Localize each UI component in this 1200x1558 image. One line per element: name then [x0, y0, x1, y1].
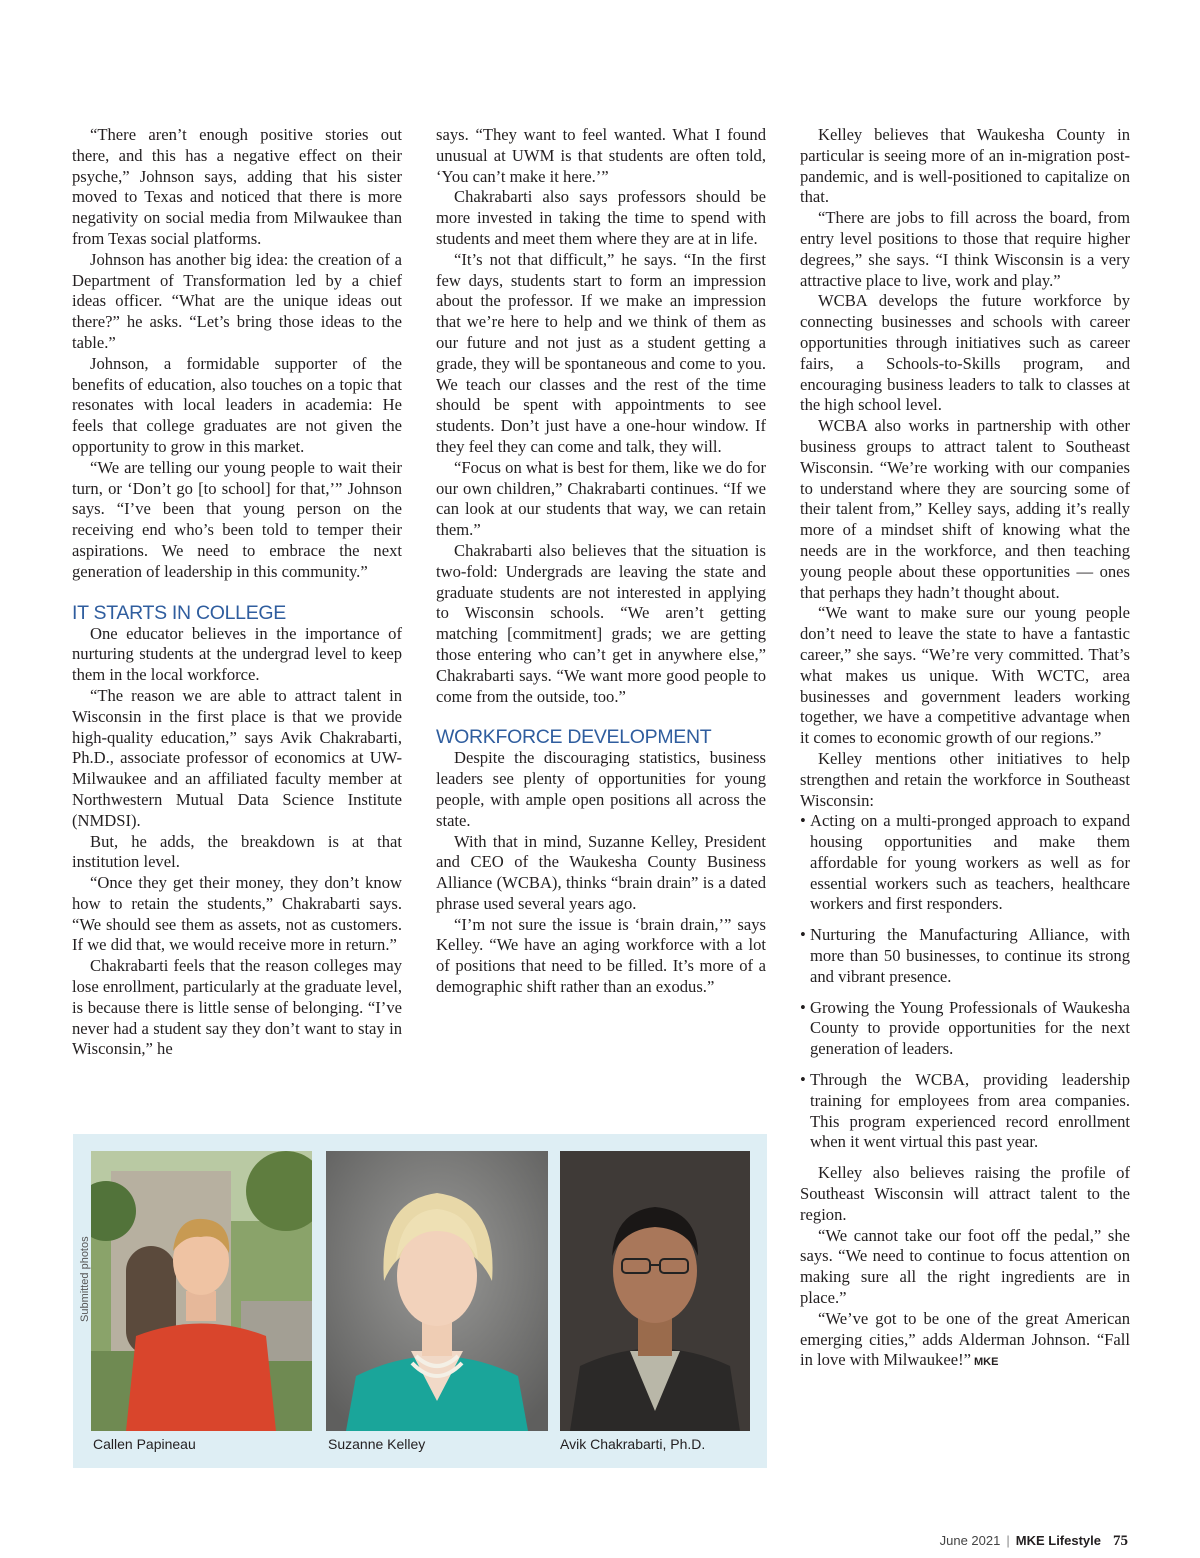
paragraph — [800, 1309, 1130, 1373]
portrait-image — [560, 1151, 750, 1431]
section-heading: IT STARTS IN COLLEGE — [72, 601, 286, 624]
initiatives-list — [800, 811, 1130, 1153]
section-heading: WORKFORCE DEVELOPMENT — [436, 726, 712, 749]
paragraph: “It’s not that difficult,” he says. “In the first few days, students start to form an impression about the professor. If we make an impression that we’re here to help and we think of them as our future and not just as a student getting a grade, they will be spontaneous and come to you. We teach our classes and the rest of the time should be spent with appointments to see students. Don’t just have a one-hour window. If they feel they can come and talk, they will. — [436, 249, 766, 456]
photo-avik-chakrabarti — [560, 1151, 750, 1431]
article-column-1 — [72, 125, 402, 1060]
photo-caption: Avik Chakrabarti, Ph.D. — [560, 1436, 706, 1452]
photo-caption: Suzanne Kelley — [328, 1436, 426, 1452]
paragraph: Johnson has another big idea: the creation of a Department of Transformation led by a chief ideas officer. “What are the unique ideas out there?” he asks. “Let’s bring those ideas to the table.” — [72, 249, 402, 352]
paragraph: But, he adds, the breakdown is at that institution level. — [72, 831, 402, 872]
list-item: • Nurturing the Manufacturing Alliance, with more than 50 businesses, to continue its strong and vibrant presence. — [800, 925, 1130, 987]
page-number: 75 — [1113, 1533, 1128, 1549]
paragraph: Kelley believes that Waukesha County in particular is seeing more of an in-migration post-pandemic, and is well-positioned to capitalize on that. — [800, 125, 1130, 207]
article-column-3 — [800, 125, 1130, 1373]
photo-credit: Submitted photos — [79, 1236, 91, 1322]
portrait-image — [326, 1151, 548, 1431]
paragraph: “I’m not sure the issue is ‘brain drain,’” says Kelley. “We have an aging workforce with a lot of positions that need to be filled. It’s more of a demographic shift rather than an exodus.” — [436, 914, 766, 997]
photo-suzanne-kelley — [326, 1151, 548, 1431]
paragraph: Chakrabarti also believes that the situation is two-fold: Undergrads are leaving the state and graduate students are not interested in applying to Wisconsin schools. “We aren’t getting matching [commitment] grads; we are getting those entering who can’t get in anywhere else,” Chakrabarti says. “We want more good people to come from the outside, too.” — [436, 540, 766, 706]
paragraph: Johnson, a formidable supporter of the benefits of education, also touches on a topic that resonates with local leaders in academia: He feels that college graduates are not given the opportunity to grow in this market. — [72, 353, 402, 456]
issue-date: June 2021 — [939, 1533, 1001, 1548]
list-item: • Through the WCBA, providing leadership training for employees from area companies. This program experienced record enrollment when it went virtual this past year. — [800, 1070, 1130, 1153]
paragraph: Despite the discouraging statistics, business leaders see plenty of opportunities for young people, with ample open positions all across the state. — [436, 748, 766, 830]
paragraph: Chakrabarti feels that the reason colleges may lose enrollment, particularly at the graduate level, is because there is little sense of belonging. “I’ve never had a student say they don’t want to stay in Wisconsin,” he — [72, 956, 402, 1059]
paragraph: says. “They want to feel wanted. What I found unusual at UWM is that students are often told, ‘You can’t make it here.’” — [436, 125, 766, 186]
paragraph: “Focus on what is best for them, like we do for our own children,” Chakrabarti continues. “If we can look at our students that way, we can retain them.” — [436, 457, 766, 540]
paragraph: With that in mind, Suzanne Kelley, President and CEO of the Waukesha County Business Alliance (WCBA), thinks “brain drain” is a dated phrase used several years ago. — [436, 831, 766, 913]
paragraph: “We want to make sure our young people don’t need to leave the state to have a fantastic career,” she says. “We’re very committed. That’s what makes us unique. With WCTC, area businesses and government leaders working together, we have a competitive advantage when it comes to economic growth of our regions.” — [800, 603, 1130, 748]
list-item: • Growing the Young Professionals of Waukesha County to provide opportunities for the next generation of leaders. — [800, 998, 1130, 1060]
paragraph: Kelley also believes raising the profile of Southeast Wisconsin will attract talent to the region. — [800, 1163, 1130, 1224]
paragraph: “There are jobs to fill across the board, from entry level positions to those that require higher degrees,” she says. “I think Wisconsin is a very attractive place to live, work and play.” — [800, 208, 1130, 290]
end-mark: MKE — [973, 1356, 999, 1369]
magazine-name: MKE Lifestyle — [1015, 1533, 1101, 1548]
paragraph: “Once they get their money, they don’t know how to retain the students,” Chakrabarti says. “We should see them as assets, not as customers. If we did that, we would receive more in return.” — [72, 873, 402, 955]
list-item: • Acting on a multi-pronged approach to expand housing opportunities and make them affordable for young workers as well as for essential workers such as teachers, healthcare workers and first responders. — [800, 811, 1130, 915]
paragraph: “There aren’t enough positive stories out there, and this has a negative effect on their psyche,” Johnson says, adding that his sister moved to Texas and noticed that there is more negativity on social media from Milwaukee than from Texas social platforms. — [72, 125, 402, 248]
paragraph: Kelley mentions other initiatives to help strengthen and retain the workforce in Southeast Wisconsin: — [800, 748, 1130, 810]
photo-box — [73, 1134, 767, 1468]
photo-caption: Callen Papineau — [93, 1436, 196, 1452]
paragraph: One educator believes in the importance of nurturing students at the undergrad level to keep them in the local workforce. — [72, 623, 402, 685]
paragraph: Chakrabarti also says professors should be more invested in taking the time to spend with students and meet them where they are at in life. — [436, 187, 766, 248]
footer-divider: | — [1006, 1533, 1010, 1548]
page-footer — [940, 1533, 1128, 1550]
paragraph: “We are telling our young people to wait their turn, or ‘Don’t go [to school] for that,’” Johnson says. “I’ve been that young person on the receiving end who’s been told to temper their aspirations. We need to embrace the next generation of leadership in this community.” — [72, 457, 402, 581]
article-column-2 — [436, 125, 766, 998]
photo-callen-papineau — [91, 1151, 312, 1431]
portrait-image — [91, 1151, 312, 1431]
paragraph: “We cannot take our foot off the pedal,” she says. “We need to continue to focus attention on making sure all the right ingredients are in place.” — [800, 1225, 1130, 1308]
paragraph-text: “We’ve got to be one of the great American emerging cities,” adds Alderman Johnson. “Fall in love with Milwaukee!” — [800, 1308, 1130, 1370]
paragraph: “The reason we are able to attract talent in Wisconsin in the first place is that we provide high-quality education,” says Avik Chakrabarti, Ph.D., associate professor of economics at UW-Milwaukee and an affiliated faculty member at Northwestern Mutual Data Science Institute (NMDSI). — [72, 685, 402, 830]
paragraph: WCBA also works in partnership with other business groups to attract talent to Southeast Wisconsin. “We’re working with our companies to understand where they are sourcing some of their talent from,” Kelley says, adding it’s really more of a mindset shift of knowing what the needs are in the workforce, and then teaching young people about these opportunities — ones that perhaps they hadn’t thought about. — [800, 416, 1130, 602]
paragraph: WCBA develops the future workforce by connecting businesses and schools with career opportunities through initiatives such as career fairs, a Schools-to-Skills program, and encouraging business leaders to talk to classes at the high school level. — [800, 291, 1130, 415]
